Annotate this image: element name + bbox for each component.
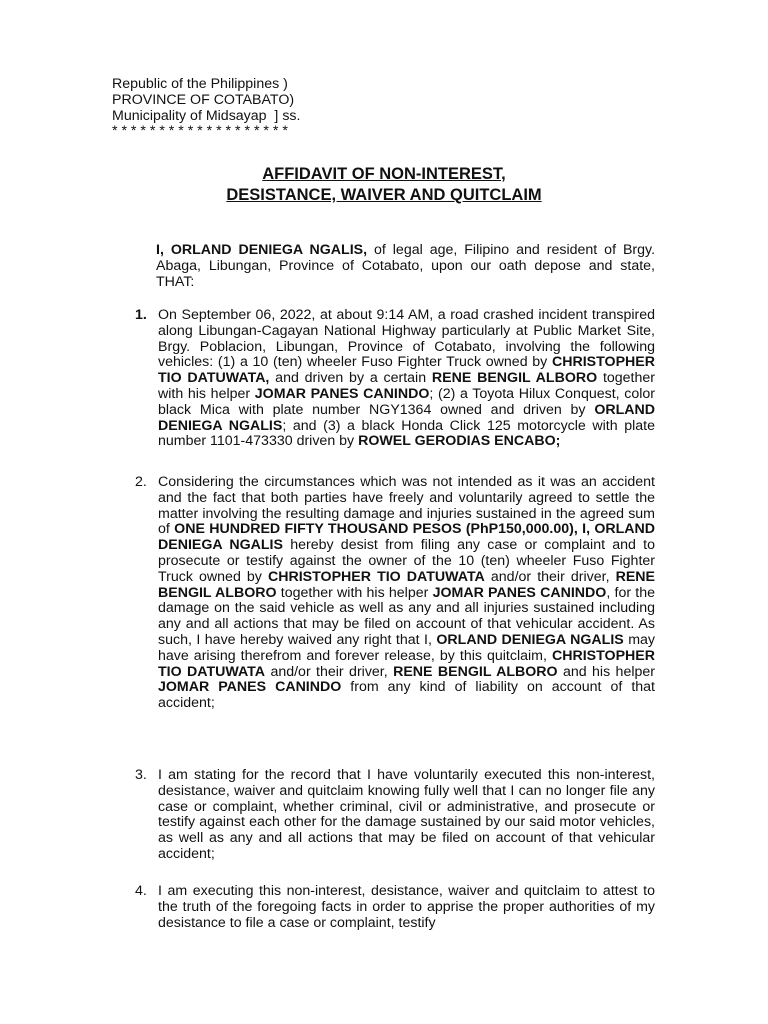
text-run: and/or their driver, — [484, 568, 616, 585]
text-run: and driven by a certain — [269, 370, 432, 387]
affiant-name: I, ORLAND DENIEGA NGALIS, — [156, 242, 368, 258]
bold-text-run: ONE HUNDRED FIFTY THOUSAND PESOS (PhP150,000.00), I, ORLAND DENIEGA NGALIS — [158, 521, 656, 554]
document-title — [0, 164, 768, 206]
paragraph-4 — [112, 884, 655, 931]
bold-text-run: CHRISTOPHER TIO DATUWATA, — [158, 354, 655, 387]
bold-text-run: CHRISTOPHER TIO DATUWATA — [158, 647, 655, 680]
text-run: and his helper — [557, 663, 655, 680]
intro-paragraph — [112, 243, 655, 290]
paragraph-number: 2. — [135, 474, 147, 490]
paragraph-3 — [112, 768, 655, 863]
text-run: may have arising therefrom and forever release, by this quitclaim, — [158, 631, 656, 664]
header-stars: * * * * * * * * * * * * * * * * * * * — [112, 123, 288, 140]
paragraph-number: 4. — [135, 883, 147, 899]
paragraph-number: 1. — [135, 307, 147, 323]
header-republic: Republic of the Philippines ) — [112, 76, 288, 92]
title-line-1: AFFIDAVIT OF NON-INTEREST, — [262, 165, 506, 183]
paragraph-number: 3. — [135, 767, 147, 783]
text-run: On September 06, 2022, at about 9:14 AM, a road crashed incident transpired along Libungan-Cagayan National Highway particularly at Public Market Site, Brgy. Poblacion, Libungan, Province of Cotabato, involving the following vehicles: (1) a 10 (ten) wheeler Fuso Fighter Truck owned by — [158, 307, 655, 371]
paragraph-2 — [112, 475, 655, 712]
paragraph-1 — [112, 308, 655, 450]
bold-text-run: ROWEL GERODIAS ENCABO; — [358, 433, 561, 450]
text-run: ; (2) a Toyota Hilux Conquest, color black Mica with plate number NGY1364 owned and driven by — [158, 385, 655, 418]
paragraph-body — [158, 884, 655, 931]
paragraph-body — [158, 768, 655, 863]
text-run: and/or their driver, — [265, 663, 394, 680]
text-run: hereby desist from filing any case or complaint and to prosecute or testify against the owner of the 10 (ten) wheeler Fuso Fighter Truck owned by — [158, 537, 656, 585]
text-run: I am executing this non-interest, desistance, waiver and quitclaim to attest to the truth of the foregoing facts in order to apprise the proper authorities of my desistance to file a case or complaint, testify — [158, 883, 655, 931]
bold-text-run: JOMAR PANES CANINDO — [158, 679, 342, 696]
bold-text-run: JOMAR PANES CANINDO — [254, 385, 430, 402]
text-run: Considering the circumstances which was not intended as it was an accident and the fact that both parties have freely and voluntarily agreed to settle the matter involving the resulting damage and injuries sustained in the agreed sum of — [158, 474, 655, 538]
bold-text-run: CHRISTOPHER TIO DATUWATA — [267, 568, 485, 585]
intro-text: of legal age, Filipino and resident of Brgy. Abaga, Libungan, Province of Cotabato, upon our oath depose and state, THAT: — [156, 242, 656, 290]
bold-text-run: RENE BENGIL ALBORO — [158, 568, 656, 601]
text-run: I am stating for the record that I have voluntarily executed this non-interest, desistance, waiver and quitclaim knowing fully well that I can no longer file any case or complaint, whether criminal, civil or administrative, and prosecute or testify against each other for the damage sustained by our said motor vehicles, as well as any and all actions that may be filed on account of that vehicular accident; — [158, 767, 655, 862]
venue-header — [112, 77, 300, 140]
text-run: together with his helper — [276, 584, 433, 601]
text-run: from any kind of liability on account of that accident; — [158, 679, 655, 712]
text-run: ; and (3) a black Honda Click 125 motorcycle with plate number 1101-473330 driven by — [158, 417, 655, 450]
bold-text-run: RENE BENGIL ALBORO — [393, 663, 558, 680]
text-run: , for the damage on the said vehicle as well as any and all injuries sustained including any and all actions that may be filed on account of that vehicular accident. As such, I have hereby waived any right that I, — [158, 584, 656, 648]
title-line-2: DESISTANCE, WAIVER AND QUITCLAIM — [226, 186, 542, 204]
bold-text-run: ORLAND DENIEGA NGALIS — [158, 401, 655, 434]
header-province: PROVINCE OF COTABATO) — [112, 91, 295, 108]
paragraph-body — [158, 475, 655, 712]
bold-text-run: RENE BENGIL ALBORO — [431, 370, 598, 387]
text-run: together with his helper — [158, 370, 656, 402]
bold-text-run: ORLAND DENIEGA NGALIS — [436, 631, 624, 648]
bold-text-run: JOMAR PANES CANINDO — [432, 584, 607, 601]
header-municipality: Municipality of Midsayap ] ss. — [112, 107, 301, 124]
paragraph-body — [158, 308, 655, 450]
